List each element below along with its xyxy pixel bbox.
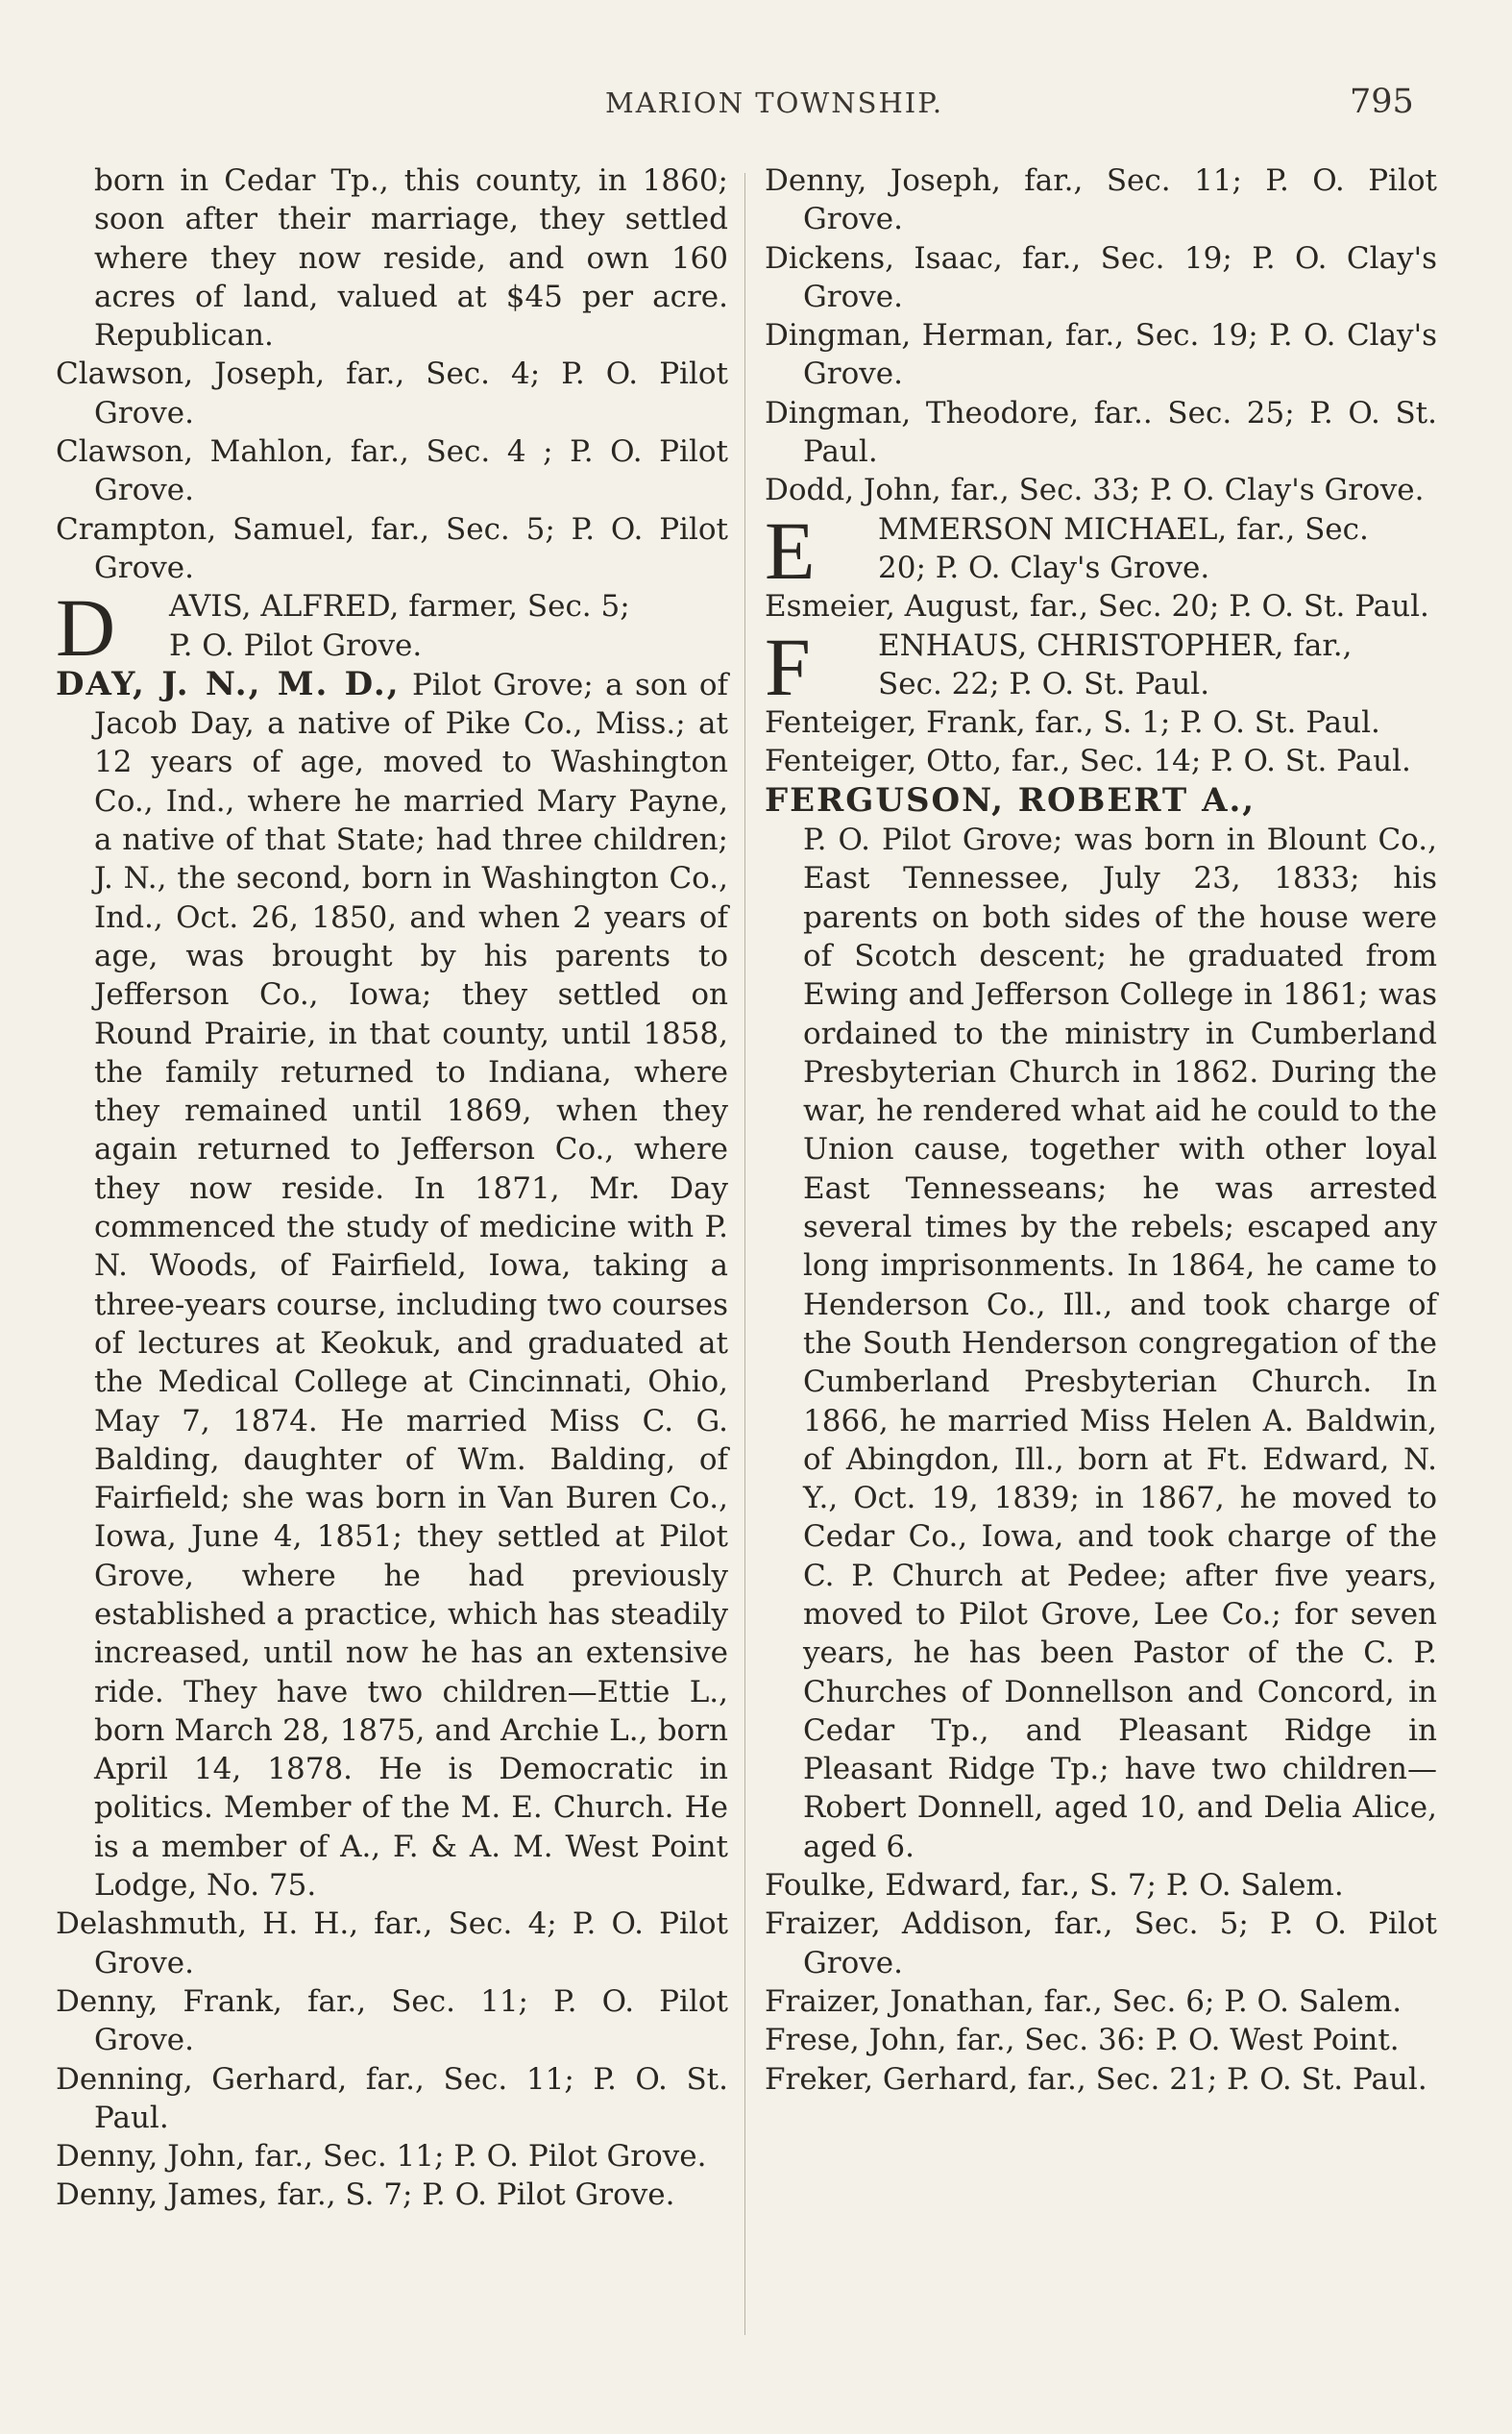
entry-fenteiger-otto: Fenteiger, Otto, far., Sec. 14; P. O. St. Paul. <box>765 744 1411 779</box>
left-column <box>56 161 728 2215</box>
entry-denny-frank: Denny, Frank, far., Sec. 11; P. O. Pilot Grove. <box>56 1983 728 2058</box>
entry-dingman-herman: Dingman, Herman, far., Sec. 19; P. O. Clay's Grove. <box>765 318 1437 392</box>
entry-esmeier-august: Esmeier, August, far., Sec. 20; P. O. St. Paul. <box>765 589 1429 625</box>
ferguson-biography: P. O. Pilot Grove; was born in Blount Co., East Tennessee, July 23, 1833; his parents on both sides of the house were of Scotch descent; he graduated from Ewing and Jefferson College in 1861; was ordained to the ministry in Cumberland Presbyterian Church in 1862. During the war, he rendered what aid he could to the Union cause, together with other loyal East Tennesseans; he was arrested several times by the rebels; escaped any long imprisonments. In 1864, he came to Henderson Co., Ill., and took charge of the South Henderson congregation of the Cumberland Presbyterian Church. In 1866, he married Miss Helen A. Baldwin, of Abingdon, Ill., born at Ft. Edward, N. Y., Oct. 19, 1839; in 1867, he moved to Cedar Co., Iowa, and took charge of the C. P. Church at Pedee; after five years, moved to Pilot Grove, Lee Co.; for seven years, he has been Pastor of the C. P. Churches of Donnellson and Concord, in Cedar Tp., and Pleasant Ridge in Pleasant Ridge Tp.; have two children—Robert Donnell, aged 10, and Delia Alice, aged 6. <box>803 823 1437 1864</box>
emmerson-line-1: MMERSON MICHAEL, far., Sec. <box>878 511 1369 547</box>
ferguson-name: FERGUSON, ROBERT A., <box>765 780 1256 820</box>
entry-ferguson-robert <box>765 781 1437 1866</box>
column-divider <box>744 173 745 2335</box>
day-name: DAY, J. N., M. D., <box>56 664 401 703</box>
drop-cap-e: E <box>765 504 816 597</box>
drop-cap-d: D <box>56 581 116 675</box>
entry-crampton-samuel: Crampton, Samuel, far., Sec. 5; P. O. Pilot Grove. <box>56 511 728 585</box>
entry-dickens-isaac: Dickens, Isaac, far., Sec. 19; P. O. Clay's Grove. <box>765 240 1437 314</box>
fenhaus-line-2: Sec. 22; P. O. St. Paul. <box>878 666 1210 701</box>
entry-clawson-mahlon: Clawson, Mahlon, far., Sec. 4 ; P. O. Pilot Grove. <box>56 434 728 508</box>
entry-clawson-joseph: Clawson, Joseph, far., Sec. 4; P. O. Pilot Grove. <box>56 356 728 430</box>
entry-fraizer-jonathan: Fraizer, Jonathan, far., Sec. 6; P. O. Salem. <box>765 1983 1402 2019</box>
entry-day-jn <box>56 665 728 1905</box>
page-number: 795 <box>1350 83 1414 121</box>
entry-denny-joseph: Denny, Joseph, far., Sec. 11; P. O. Pilot Grove. <box>765 163 1437 237</box>
right-column <box>765 161 1437 2099</box>
entry-dodd-john: Dodd, John, far., Sec. 33; P. O. Clay's Grove. <box>765 473 1425 508</box>
entry-denny-john: Denny, John, far., Sec. 11; P. O. Pilot Grove. <box>56 2139 707 2175</box>
day-biography: Pilot Grove; a son of Jacob Day, a native of Pike Co., Miss.; at 12 years of age, moved to Washington Co., Ind., where he married Mary Payne, a native of that State; had three children; J. N., the second, born in Washington Co., Ind., Oct. 26, 1850, and when 2 years of age, was brought by his parents to Jefferson Co., Iowa; they settled on Round Prairie, in that county, until 1858, the family returned to Indiana, where they remained until 1869, when they again returned to Jefferson Co., where they now reside. In 1871, Mr. Day commenced the study of medicine with P. N. Woods, of Fairfield, Iowa, taking a three-years course, including two courses of lectures at Keokuk, and graduated at the Medical College at Cincinnati, Ohio, May 7, 1874. He married Miss C. G. Balding, daughter of Wm. Balding, of Fairfield; she was born in Van Buren Co., Iowa, June 4, 1851; they settled at Pilot Grove, where he had previously established a practice, which has steadily increased, until now he has an extensive ride. They have two children—Ettie L., born March 28, 1875, and Archie L., born April 14, 1878. He is Democratic in politics. Member of the M. E. Church. He is a member of A., F. & A. M. West Point Lodge, No. 75. <box>94 667 728 1904</box>
entry-freker-gerhard: Freker, Gerhard, far., Sec. 21; P. O. St. Paul. <box>765 2061 1427 2097</box>
drop-cap-f: F <box>765 620 811 713</box>
entry-davis-alfred <box>56 581 728 675</box>
entry-delashmuth: Delashmuth, H. H., far., Sec. 4; P. O. Pilot Grove. <box>56 1906 728 1980</box>
davis-line-1: AVIS, ALFRED, farmer, Sec. 5; <box>169 589 630 625</box>
entry-fraizer-addison: Fraizer, Addison, far., Sec. 5; P. O. Pilot Grove. <box>765 1906 1437 1980</box>
entry-denning-gerhard: Denning, Gerhard, far., Sec. 11; P. O. St. Paul. <box>56 2061 728 2135</box>
emmerson-line-2: 20; P. O. Clay's Grove. <box>878 550 1210 585</box>
entry-denny-james: Denny, James, far., S. 7; P. O. Pilot Grove. <box>56 2177 675 2213</box>
entry-fenhaus-christopher <box>765 620 1437 713</box>
entry-dingman-theodore: Dingman, Theodore, far.. Sec. 25; P. O. St. Paul. <box>765 395 1437 470</box>
entry-frese-john: Frese, John, far., Sec. 36: P. O. West Point. <box>765 2023 1400 2058</box>
continuation-paragraph: born in Cedar Tp., this county, in 1860; soon after their marriage, they settled where they now reside, and own 160 acres of land, valued at $45 per acre. Republican. <box>94 163 728 354</box>
entry-emmerson-michael <box>765 504 1437 597</box>
running-head: MARION TOWNSHIP. <box>605 86 944 119</box>
entry-foulke-edward: Foulke, Edward, far., S. 7; P. O. Salem. <box>765 1868 1344 1904</box>
davis-line-2: P. O. Pilot Grove. <box>169 627 423 663</box>
entry-fenteiger-frank: Fenteiger, Frank, far., S. 1; P. O. St. Paul. <box>765 705 1380 741</box>
fenhaus-line-1: ENHAUS, CHRISTOPHER, far., <box>878 627 1353 663</box>
